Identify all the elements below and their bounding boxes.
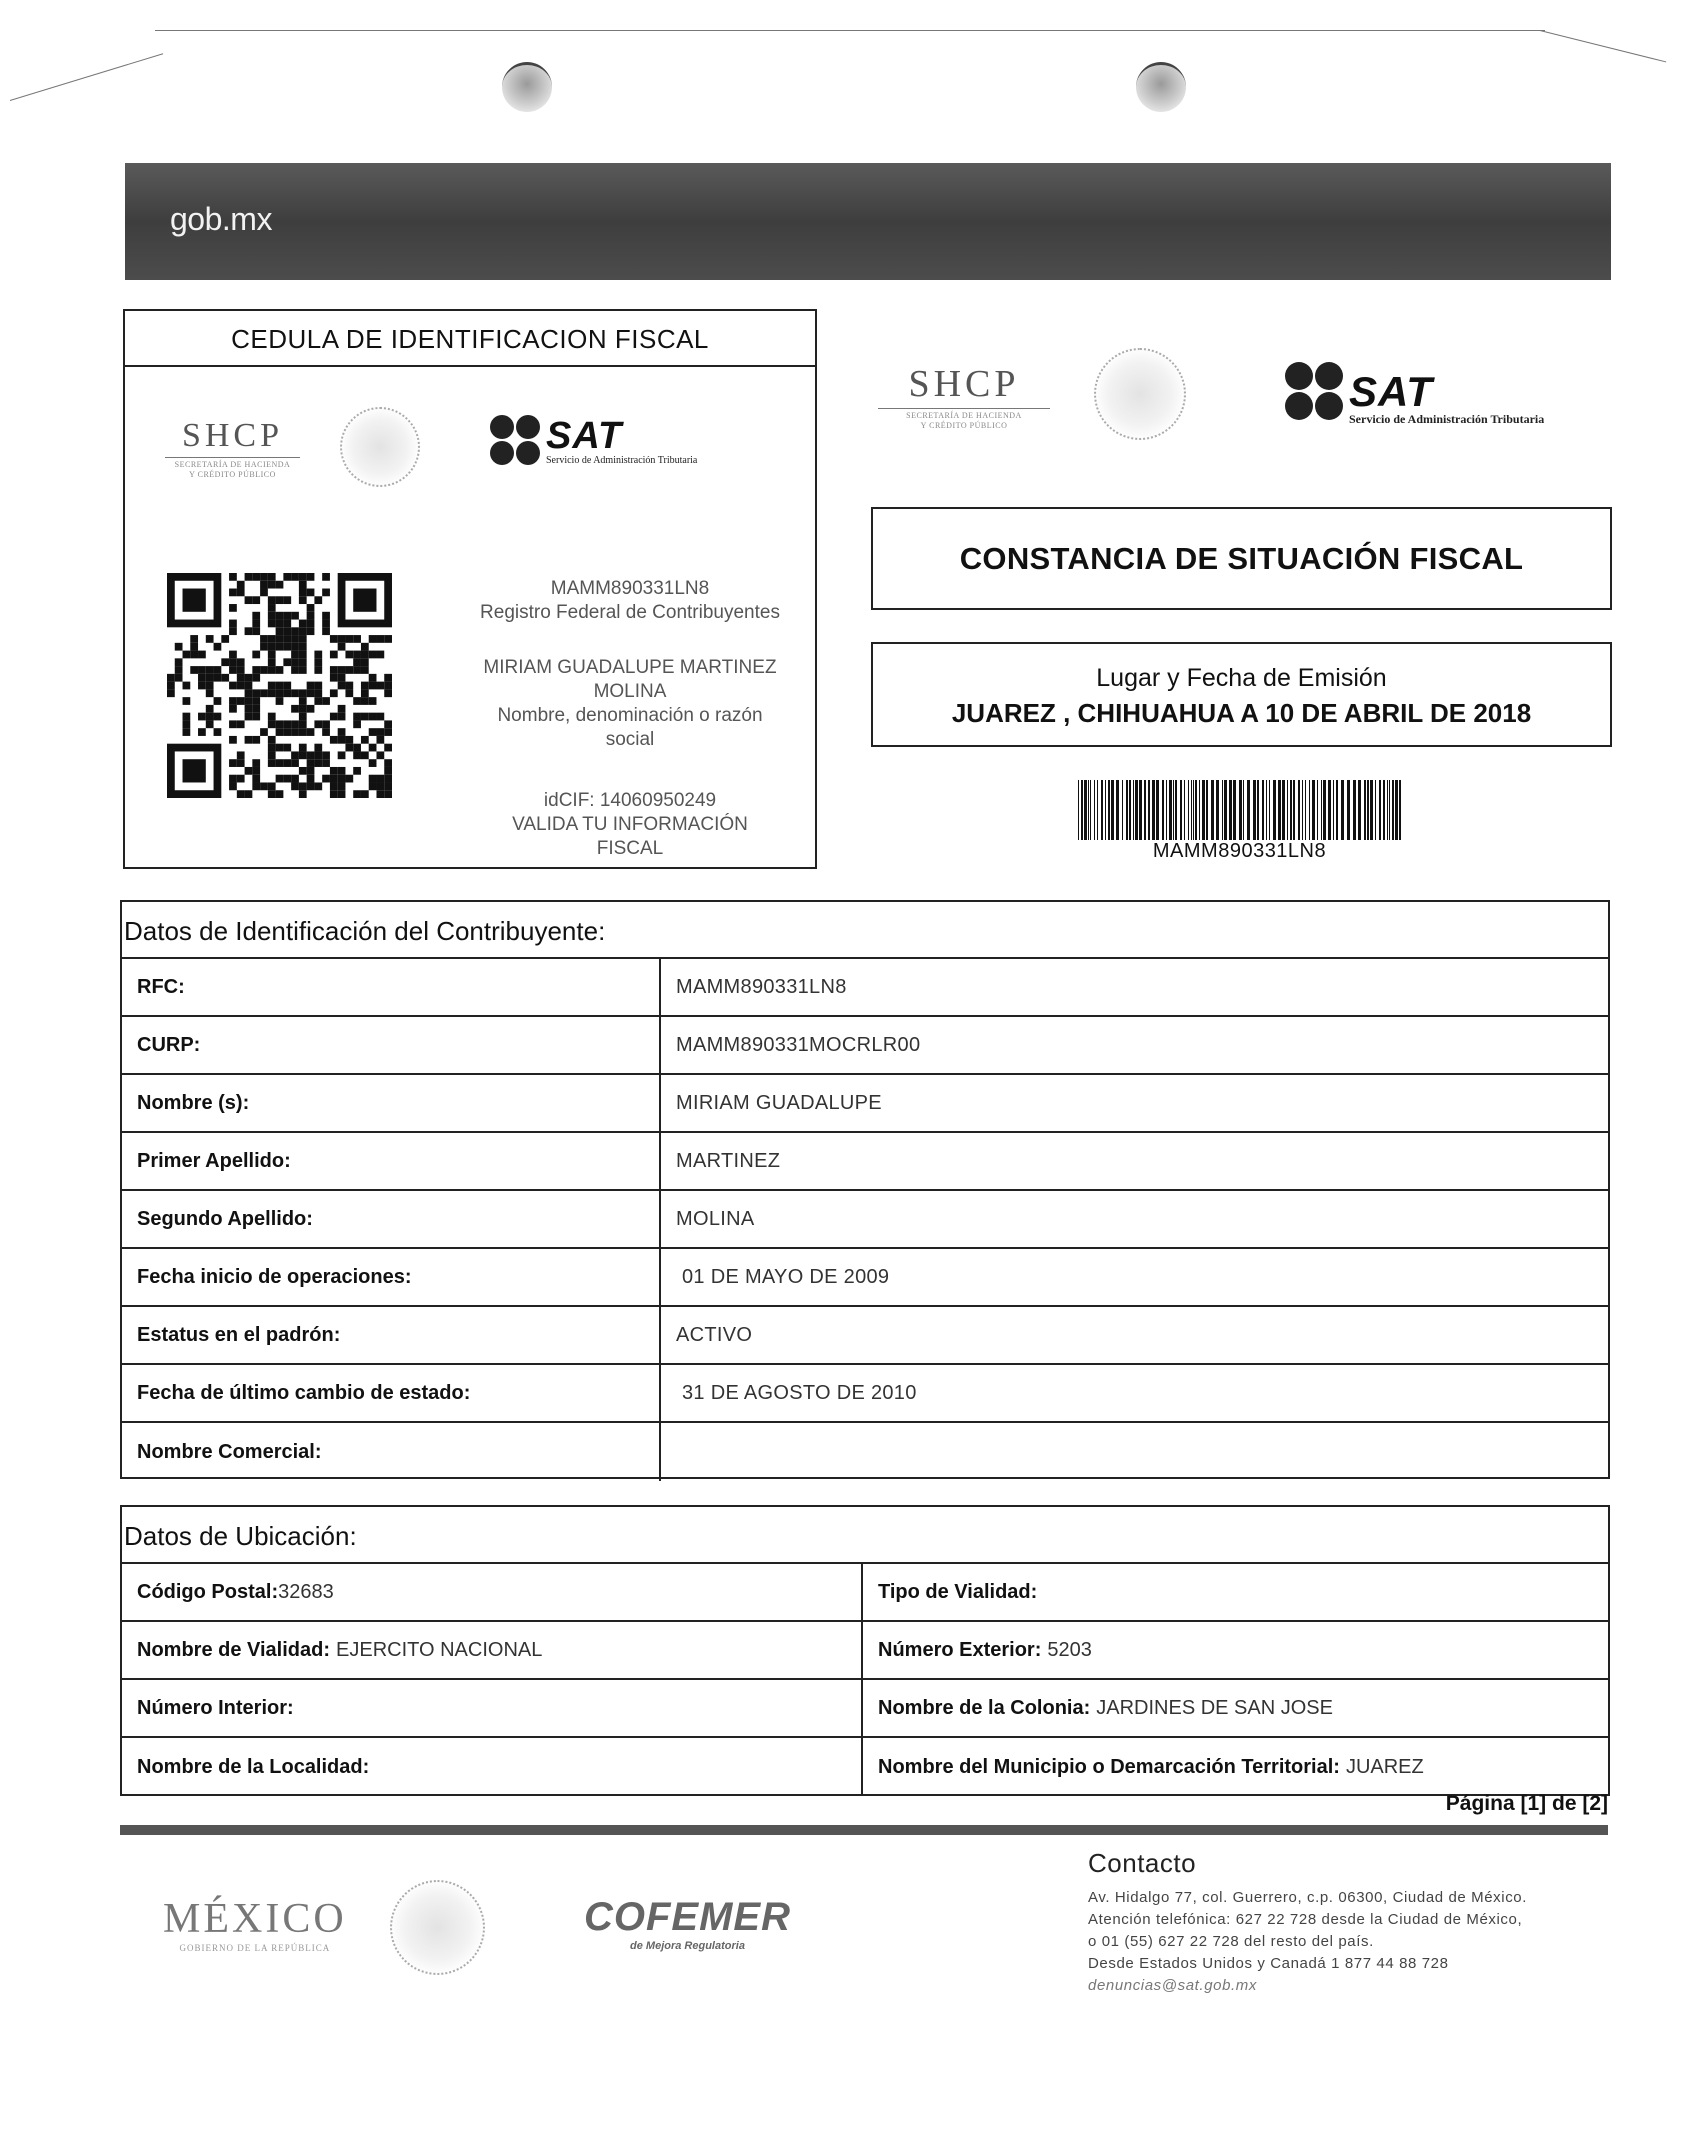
mexico-logo [163, 1895, 347, 1953]
field-label: Nombre de Vialidad: [137, 1638, 331, 1661]
national-seal-icon [340, 407, 420, 487]
constancia-title: CONSTANCIA DE SITUACIÓN FISCAL [871, 507, 1612, 610]
field-label: Nombre (s): [122, 1075, 661, 1131]
table-row [122, 1133, 1608, 1191]
shcp-logo-sub: SECRETARÍA DE HACIENDA [174, 460, 291, 469]
gob-header-bar [125, 163, 1611, 280]
field-value: 32683 [278, 1580, 334, 1603]
lugar-fecha-value: JUAREZ , CHIHUAHUA A 10 DE ABRIL DE 2018 [951, 698, 1532, 728]
sat-logo-text: SAT [546, 415, 623, 457]
field-label: Nombre de la Localidad: [137, 1755, 370, 1778]
field-cell [863, 1564, 1608, 1620]
scan-edge-line [155, 30, 1545, 31]
sat-logo-sub: Servicio de Administración Tributaria [1349, 412, 1545, 426]
cedula-idcif: idCIF: 14060950249 [543, 790, 717, 811]
field-value: JARDINES DE SAN JOSE [1096, 1696, 1333, 1719]
table-row [122, 959, 1608, 1017]
punch-hole [1136, 62, 1186, 112]
field-value: MAMM890331LN8 [676, 975, 847, 998]
ubicacion-table [120, 1505, 1610, 1796]
field-cell [122, 1738, 863, 1796]
sat-dot-icon [516, 415, 540, 439]
ubicacion-title: Datos de Ubicación: [122, 1507, 1608, 1564]
field-label: Estatus en el padrón: [122, 1307, 661, 1363]
cedula-name: MIRIAM GUADALUPE MARTINEZ [483, 657, 777, 678]
barcode-icon [1078, 780, 1401, 840]
table-row [122, 1307, 1608, 1365]
contacto-line: o 01 (55) 627 22 728 del resto del país. [1088, 1933, 1374, 1950]
sat-dot-icon [490, 415, 514, 439]
national-seal-icon [1094, 348, 1186, 440]
identificacion-table [120, 900, 1610, 1479]
table-row [122, 1738, 1608, 1796]
field-label: Número Exterior: [878, 1638, 1042, 1661]
punch-hole [502, 62, 552, 112]
table-row [122, 1680, 1608, 1738]
shcp-logo-sub: Y CRÉDITO PÚBLICO [189, 470, 276, 479]
field-value: MAMM890331MOCRLR00 [676, 1033, 921, 1056]
cofemer-logo [584, 1895, 791, 1952]
sat-logo [1285, 362, 1615, 432]
field-label: Fecha de último cambio de estado: [122, 1365, 661, 1421]
sat-dot-icon [1285, 362, 1313, 390]
table-row [122, 1564, 1608, 1622]
lugar-fecha-box [871, 642, 1612, 747]
contacto-line: Atención telefónica: 627 22 728 desde la Ciudad de México, [1088, 1911, 1523, 1928]
field-value: MARTINEZ [676, 1149, 781, 1172]
contacto-email-link[interactable]: denuncias@sat.gob.mx [1088, 1977, 1257, 1994]
field-value: 01 DE MAYO DE 2009 [682, 1265, 890, 1288]
field-cell [122, 1564, 863, 1620]
scan-edge-line [1540, 30, 1666, 62]
sat-dot-icon [1315, 362, 1343, 390]
field-cell [122, 1680, 863, 1736]
field-value: ACTIVO [676, 1323, 753, 1346]
contacto-title: Contacto [1088, 1848, 1197, 1878]
sat-logo-text: SAT [1349, 368, 1433, 415]
table-row [122, 1017, 1608, 1075]
field-value: 5203 [1047, 1638, 1092, 1661]
shcp-logo-text: SHCP [908, 363, 1020, 405]
contacto-line: Desde Estados Unidos y Canadá 1 877 44 88 728 [1088, 1955, 1449, 1972]
cedula-name: MOLINA [593, 681, 667, 702]
shcp-logo-text: SHCP [181, 417, 284, 454]
barcode-text: MAMM890331LN8 [1152, 840, 1327, 862]
field-cell [122, 1622, 863, 1678]
mexico-logo-text: MÉXICO [163, 1896, 347, 1942]
cedula-card [123, 309, 817, 869]
field-value: EJERCITO NACIONAL [336, 1638, 543, 1661]
field-label: Nombre Comercial: [122, 1423, 661, 1481]
cedula-valida: VALIDA TU INFORMACIÓN [512, 814, 748, 835]
cedula-name-label: Nombre, denominación o razón [497, 705, 763, 726]
shcp-logo [165, 417, 300, 480]
cedula-name-label: social [605, 729, 655, 750]
table-row [122, 1249, 1608, 1307]
cedula-title: CEDULA DE IDENTIFICACION FISCAL [125, 311, 815, 367]
field-cell [863, 1622, 1608, 1678]
field-label: Segundo Apellido: [122, 1191, 661, 1247]
cofemer-logo-text: COFEMER [584, 1895, 791, 1939]
lugar-fecha-label: Lugar y Fecha de Emisión [1096, 664, 1387, 692]
table-row [122, 1365, 1608, 1423]
field-label: RFC: [122, 959, 661, 1015]
mexico-logo-sub: GOBIERNO DE LA REPÚBLICA [179, 1943, 331, 1953]
field-label: Nombre del Municipio o Demarcación Territorial: [878, 1755, 1340, 1778]
field-label: Fecha inicio de operaciones: [122, 1249, 661, 1305]
field-cell [863, 1738, 1608, 1796]
field-value: JUAREZ [1345, 1755, 1424, 1778]
cedula-rfc-label: Registro Federal de Contribuyentes [480, 602, 780, 623]
shcp-logo-sub: Y CRÉDITO PÚBLICO [920, 421, 1008, 430]
footer-divider [120, 1825, 1608, 1835]
sat-dot-icon [1285, 392, 1313, 420]
shcp-logo [878, 362, 1050, 431]
cedula-valida: FISCAL [596, 838, 664, 859]
table-row [122, 1191, 1608, 1249]
table-row [122, 1622, 1608, 1680]
field-value: 31 DE AGOSTO DE 2010 [682, 1381, 917, 1404]
field-value: MIRIAM GUADALUPE [676, 1091, 882, 1114]
page-indicator: Página [1] de [2] [1445, 1792, 1608, 1815]
field-label: Nombre de la Colonia: [878, 1696, 1091, 1719]
scan-edge-line [10, 53, 163, 101]
contacto-line: Av. Hidalgo 77, col. Guerrero, c.p. 06300, Ciudad de México. [1088, 1889, 1527, 1906]
contacto-block [1088, 1848, 1527, 1997]
sat-logo-sub: Servicio de Administración Tributaria [546, 455, 698, 466]
field-label: Número Interior: [137, 1696, 294, 1719]
field-label: Tipo de Vialidad: [878, 1580, 1038, 1603]
field-label: Primer Apellido: [122, 1133, 661, 1189]
qr-code-icon [167, 573, 392, 798]
shcp-logo-sub: SECRETARÍA DE HACIENDA [906, 411, 1022, 420]
identificacion-title: Datos de Identificación del Contribuyente: [122, 902, 1608, 959]
sat-dot-icon [1315, 392, 1343, 420]
cofemer-logo-sub: de Mejora Regulatoria [630, 1940, 745, 1952]
cedula-rfc: MAMM890331LN8 [550, 578, 710, 599]
table-row [122, 1423, 1608, 1481]
table-row [122, 1075, 1608, 1133]
field-value [661, 1423, 676, 1481]
sat-dot-icon [516, 441, 540, 465]
field-label: CURP: [122, 1017, 661, 1073]
national-seal-icon [390, 1880, 485, 1975]
gob-logo: gob.mx [170, 201, 272, 237]
sat-dot-icon [490, 441, 514, 465]
field-cell [863, 1680, 1608, 1736]
field-label: Código Postal: [137, 1580, 279, 1603]
field-value: MOLINA [676, 1207, 755, 1230]
sat-logo [490, 415, 790, 475]
